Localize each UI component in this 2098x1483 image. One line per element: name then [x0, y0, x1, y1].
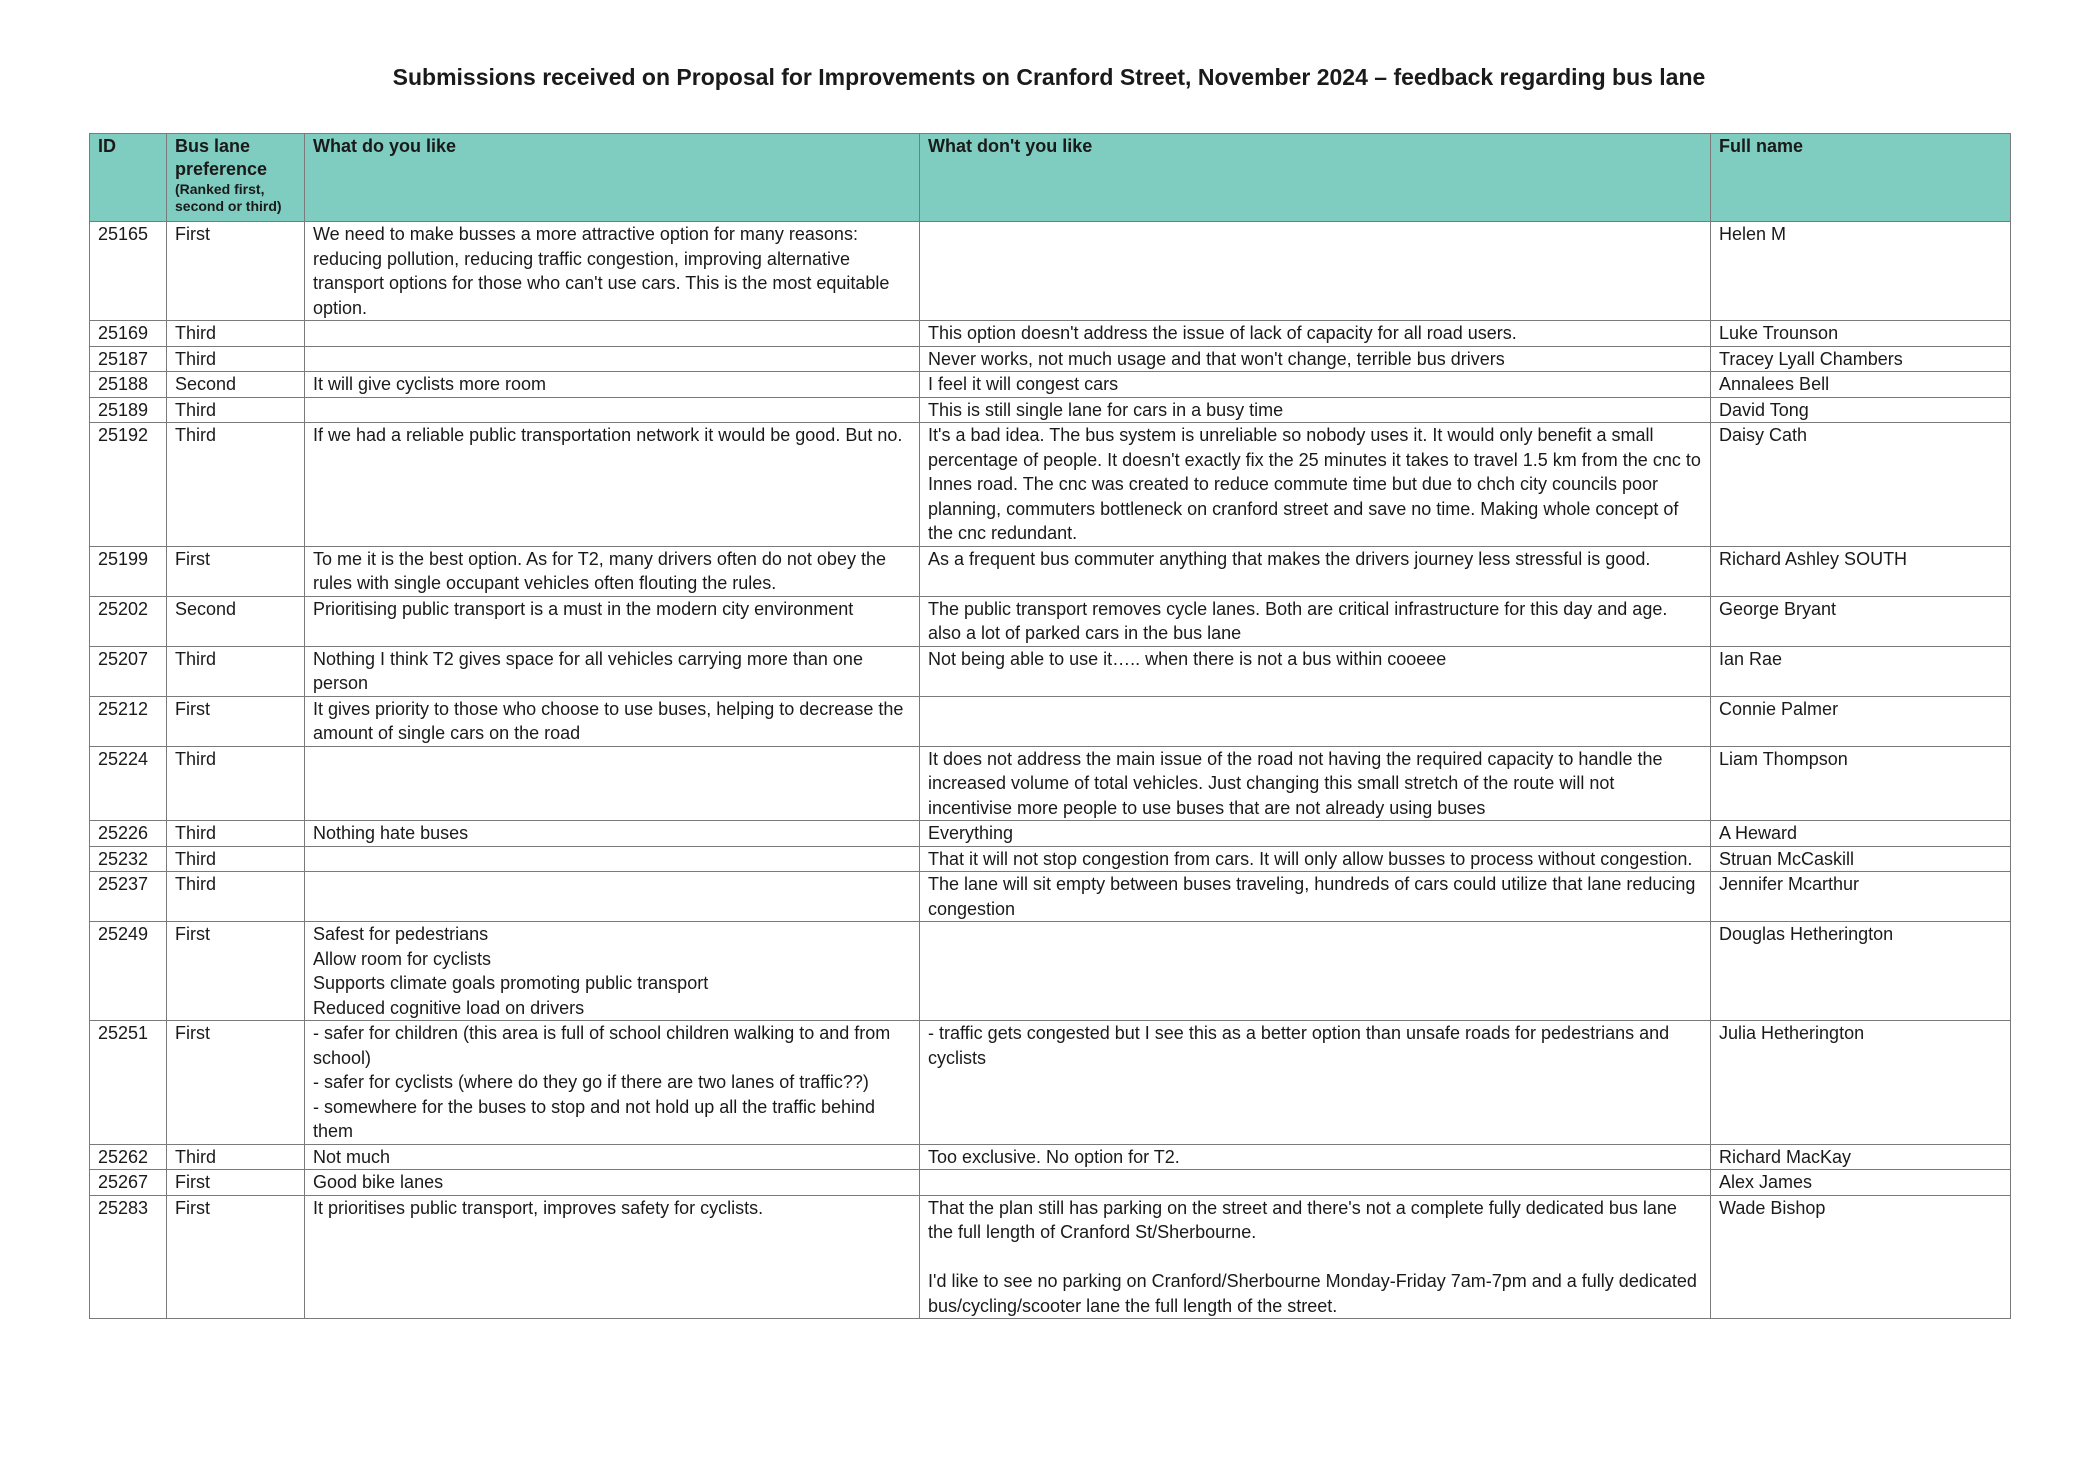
header-name: Full name [1711, 134, 2011, 222]
cell-dislike [920, 922, 1711, 1021]
cell-like [305, 346, 920, 372]
table-row [90, 696, 2011, 746]
cell-preference: Third [167, 646, 305, 696]
cell-dislike: The public transport removes cycle lanes. Both are critical infrastructure for this day and age. also a lot of parked cars in the bus lane [920, 596, 1711, 646]
cell-like: Nothing hate buses [305, 821, 920, 847]
table-row [90, 372, 2011, 398]
header-preference [167, 134, 305, 222]
cell-preference: Third [167, 423, 305, 547]
cell-preference: Third [167, 1144, 305, 1170]
table-row [90, 423, 2011, 547]
header-preference-note: (Ranked first, second or third) [175, 181, 282, 214]
cell-name: Helen M [1711, 222, 2011, 321]
cell-like: It will give cyclists more room [305, 372, 920, 398]
cell-like: Nothing I think T2 gives space for all vehicles carrying more than one person [305, 646, 920, 696]
cell-name: Richard Ashley SOUTH [1711, 546, 2011, 596]
cell-dislike: That it will not stop congestion from cars. It will only allow busses to process without congestion. [920, 846, 1711, 872]
cell-name: Jennifer Mcarthur [1711, 872, 2011, 922]
cell-like: If we had a reliable public transportation network it would be good. But no. [305, 423, 920, 547]
cell-dislike: The lane will sit empty between buses traveling, hundreds of cars could utilize that lane reducing congestion [920, 872, 1711, 922]
cell-like: - safer for children (this area is full of school children walking to and from school) - safer for cyclists (where do they go if there are two lanes of traffic??) - somewhere for the buses to stop and not hold up all the traffic behind them [305, 1021, 920, 1145]
cell-dislike: That the plan still has parking on the street and there's not a complete fully dedicated bus lane the full length of Cranford St/Sherbourne. I'd like to see no parking on Cranford/Sherbourne Monday-Friday 7am-7pm and a fully dedicated bus/cycling/scooter lane the full length of the street. [920, 1195, 1711, 1319]
cell-name: Alex James [1711, 1170, 2011, 1196]
cell-id: 25251 [90, 1021, 167, 1145]
cell-preference: First [167, 696, 305, 746]
cell-dislike [920, 222, 1711, 321]
cell-name: Luke Trounson [1711, 321, 2011, 347]
cell-preference: First [167, 922, 305, 1021]
cell-id: 25262 [90, 1144, 167, 1170]
table-row [90, 346, 2011, 372]
cell-name: Annalees Bell [1711, 372, 2011, 398]
table-row [90, 321, 2011, 347]
submissions-table [89, 133, 2011, 1319]
cell-name: Daisy Cath [1711, 423, 2011, 547]
table-row [90, 1144, 2011, 1170]
cell-dislike: Too exclusive. No option for T2. [920, 1144, 1711, 1170]
cell-id: 25188 [90, 372, 167, 398]
cell-dislike: - traffic gets congested but I see this as a better option than unsafe roads for pedestrians and cyclists [920, 1021, 1711, 1145]
cell-id: 25224 [90, 746, 167, 821]
table-row [90, 546, 2011, 596]
cell-id: 25187 [90, 346, 167, 372]
cell-id: 25226 [90, 821, 167, 847]
cell-id: 25202 [90, 596, 167, 646]
cell-preference: Third [167, 872, 305, 922]
cell-id: 25192 [90, 423, 167, 547]
header-like: What do you like [305, 134, 920, 222]
cell-preference: First [167, 1195, 305, 1319]
cell-like: It prioritises public transport, improves safety for cyclists. [305, 1195, 920, 1319]
cell-name: David Tong [1711, 397, 2011, 423]
cell-preference: Third [167, 821, 305, 847]
cell-name: Julia Hetherington [1711, 1021, 2011, 1145]
cell-dislike: It does not address the main issue of the road not having the required capacity to handle the increased volume of total vehicles. Just changing this small stretch of the route will not incentivise more people to use buses that are not already using buses [920, 746, 1711, 821]
header-dislike: What don't you like [920, 134, 1711, 222]
cell-id: 25249 [90, 922, 167, 1021]
cell-like: Good bike lanes [305, 1170, 920, 1196]
cell-like: Prioritising public transport is a must in the modern city environment [305, 596, 920, 646]
table-row [90, 922, 2011, 1021]
cell-preference: Second [167, 596, 305, 646]
cell-dislike [920, 1170, 1711, 1196]
header-preference-label: Bus lane preference [175, 136, 268, 179]
cell-dislike [920, 696, 1711, 746]
table-row [90, 846, 2011, 872]
table-row [90, 397, 2011, 423]
table-row [90, 821, 2011, 847]
cell-preference: Third [167, 321, 305, 347]
table-row [90, 1170, 2011, 1196]
cell-name: Connie Palmer [1711, 696, 2011, 746]
cell-id: 25232 [90, 846, 167, 872]
table-header [90, 134, 2011, 222]
cell-dislike: It's a bad idea. The bus system is unreliable so nobody uses it. It would only benefit a small percentage of people. It doesn't exactly fix the 25 minutes it takes to travel 1.5 km from the cnc to Innes road. The cnc was created to reduce commute time but due to chch city councils poor planning, commuters bottleneck on cranford street and save no time. Making whole concept of the cnc redundant. [920, 423, 1711, 547]
header-row [90, 134, 2011, 222]
cell-id: 25283 [90, 1195, 167, 1319]
cell-name: Wade Bishop [1711, 1195, 2011, 1319]
cell-preference: First [167, 546, 305, 596]
cell-id: 25237 [90, 872, 167, 922]
cell-dislike: This option doesn't address the issue of lack of capacity for all road users. [920, 321, 1711, 347]
cell-id: 25165 [90, 222, 167, 321]
cell-like: Not much [305, 1144, 920, 1170]
cell-id: 25189 [90, 397, 167, 423]
cell-dislike: As a frequent bus commuter anything that makes the drivers journey less stressful is good. [920, 546, 1711, 596]
cell-preference: Third [167, 346, 305, 372]
cell-preference: Third [167, 846, 305, 872]
header-id: ID [90, 134, 167, 222]
cell-preference: First [167, 222, 305, 321]
table-row [90, 1021, 2011, 1145]
cell-id: 25212 [90, 696, 167, 746]
cell-preference: Second [167, 372, 305, 398]
cell-like [305, 746, 920, 821]
cell-dislike: Everything [920, 821, 1711, 847]
cell-like [305, 321, 920, 347]
cell-name: George Bryant [1711, 596, 2011, 646]
cell-dislike: I feel it will congest cars [920, 372, 1711, 398]
cell-like [305, 846, 920, 872]
cell-like: We need to make busses a more attractive option for many reasons: reducing pollution, reducing traffic congestion, improving alternative transport options for those who can't use cars. This is the most equitable option. [305, 222, 920, 321]
cell-name: Liam Thompson [1711, 746, 2011, 821]
cell-name: Douglas Hetherington [1711, 922, 2011, 1021]
table-row [90, 222, 2011, 321]
cell-dislike: This is still single lane for cars in a busy time [920, 397, 1711, 423]
cell-name: Struan McCaskill [1711, 846, 2011, 872]
cell-like: Safest for pedestrians Allow room for cyclists Supports climate goals promoting public transport Reduced cognitive load on drivers [305, 922, 920, 1021]
table-row [90, 646, 2011, 696]
cell-id: 25267 [90, 1170, 167, 1196]
table-row [90, 872, 2011, 922]
table-row [90, 1195, 2011, 1319]
cell-name: Ian Rae [1711, 646, 2011, 696]
page-title: Submissions received on Proposal for Improvements on Cranford Street, November 2024 – feedback regarding bus lane [392, 64, 1706, 90]
cell-dislike: Never works, not much usage and that won't change, terrible bus drivers [920, 346, 1711, 372]
cell-id: 25207 [90, 646, 167, 696]
table-body [90, 222, 2011, 1319]
cell-preference: First [167, 1170, 305, 1196]
table-row [90, 596, 2011, 646]
cell-like: To me it is the best option. As for T2, many drivers often do not obey the rules with single occupant vehicles often flouting the rules. [305, 546, 920, 596]
cell-like [305, 397, 920, 423]
cell-id: 25199 [90, 546, 167, 596]
cell-like: It gives priority to those who choose to use buses, helping to decrease the amount of single cars on the road [305, 696, 920, 746]
cell-id: 25169 [90, 321, 167, 347]
cell-name: Tracey Lyall Chambers [1711, 346, 2011, 372]
cell-name: A Heward [1711, 821, 2011, 847]
cell-preference: First [167, 1021, 305, 1145]
cell-preference: Third [167, 397, 305, 423]
cell-preference: Third [167, 746, 305, 821]
cell-dislike: Not being able to use it….. when there is not a bus within cooeee [920, 646, 1711, 696]
cell-name: Richard MacKay [1711, 1144, 2011, 1170]
cell-like [305, 872, 920, 922]
table-row [90, 746, 2011, 821]
